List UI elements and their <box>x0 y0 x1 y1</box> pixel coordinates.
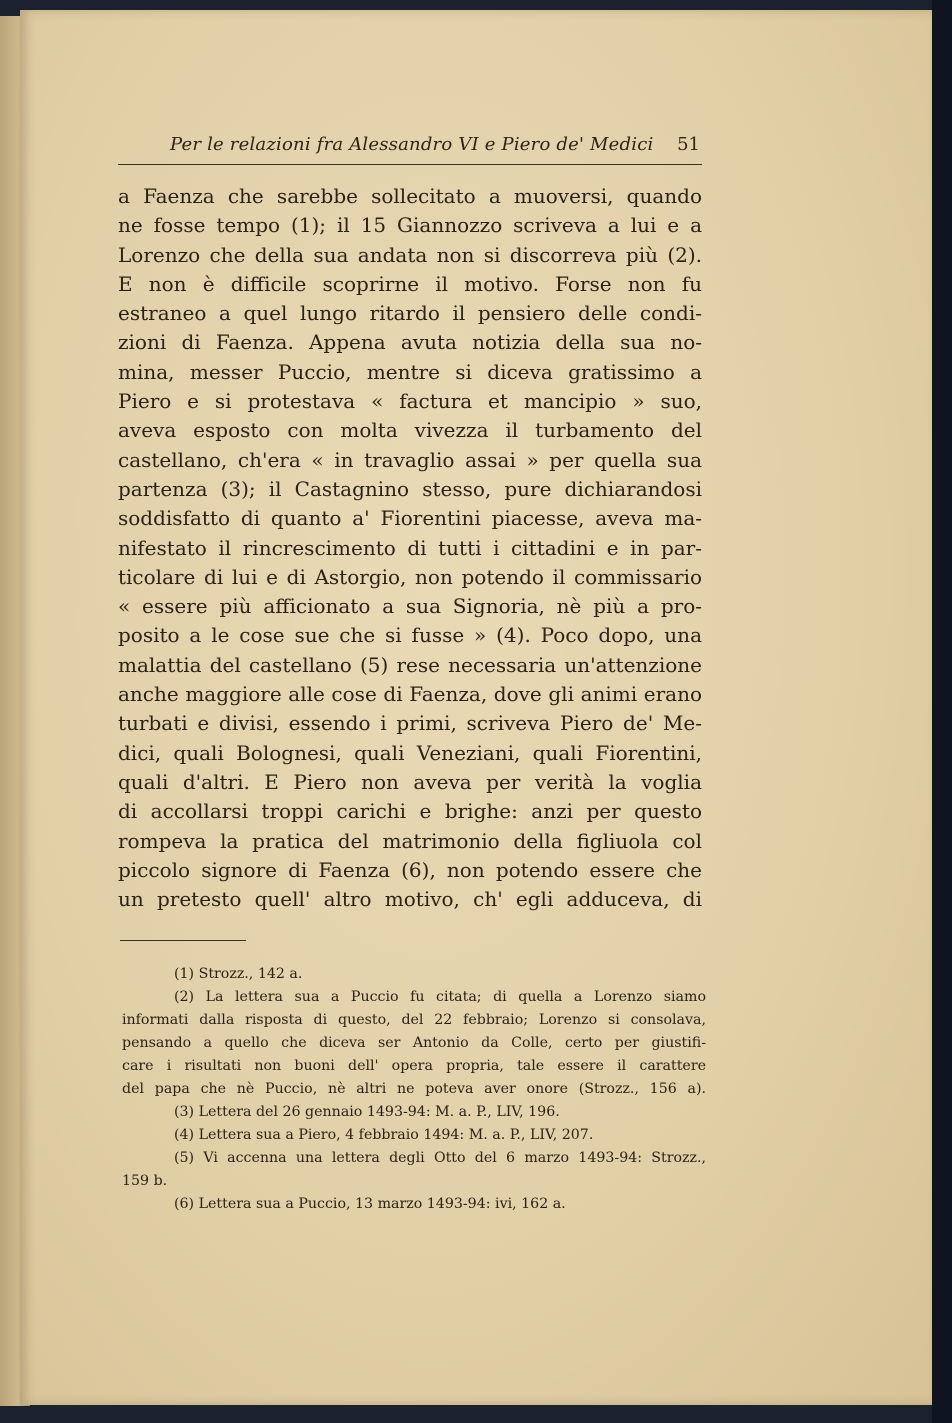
footnote-line: (6) Lettera sua a Puccio, 13 marzo 1493-94: ivi, 162 a. <box>174 1196 566 1212</box>
body-line: piccolo signore di Faenza (6), non potendo essere che <box>118 857 702 882</box>
body-line: anche maggiore alle cose di Faenza, dove gli animi erano <box>118 682 702 707</box>
body-line: E non è difficile scoprirne il motivo. Forse non fu <box>118 271 702 296</box>
footnote-rule <box>120 940 246 941</box>
footnote-line: (3) Lettera del 26 gennaio 1493-94: M. a. P., LIV, 196. <box>174 1104 560 1120</box>
body-line: ne fosse tempo (1); il 15 Giannozzo scriveva a lui e a <box>118 213 702 238</box>
body-line: un pretesto quell' altro motivo, ch' egli adduceva, di <box>118 887 702 912</box>
footnote-line: care i risultati non buoni dell' opera propria, tale essere il carattere <box>122 1058 706 1074</box>
body-line: Piero e si protestava « factura et mancipio » suo, <box>118 389 702 414</box>
footnotes <box>122 963 706 1216</box>
page-header <box>118 132 702 165</box>
body-line: quali d'altri. E Piero non aveva per verità la voglia <box>118 769 702 794</box>
body-line: « essere più afficionato a sua Signoria, nè più a pro- <box>118 594 702 619</box>
page-number: 51 <box>677 134 700 155</box>
body-line: turbati e divisi, essendo i primi, scriveva Piero de' Me- <box>118 711 702 736</box>
body-line: nifestato il rincrescimento di tutti i cittadini e in par- <box>118 535 702 560</box>
body-line: rompeva la pratica del matrimonio della figliuola col <box>118 828 702 853</box>
body-line: estraneo a quel lungo ritardo il pensiero delle condi- <box>118 301 702 326</box>
body-line: di accollarsi troppi carichi e brighe: anzi per questo <box>118 799 702 824</box>
running-head: Per le relazioni fra Alessandro VI e Piero de' Medici <box>170 134 654 155</box>
footnote-line: informati dalla risposta di questo, del 22 febbraio; Lorenzo si consolava, <box>122 1012 706 1028</box>
body-line: mina, messer Puccio, mentre si diceva gratissimo a <box>118 359 702 384</box>
footnote-line: (4) Lettera sua a Piero, 4 febbraio 1494: M. a. P., LIV, 207. <box>174 1127 594 1143</box>
body-line: Lorenzo che della sua andata non si discorreva più (2). <box>118 242 702 267</box>
body-line: castellano, ch'era « in travaglio assai » per quella sua <box>118 447 702 472</box>
body-line: soddisfatto di quanto a' Fiorentini piacesse, aveva ma- <box>118 506 702 531</box>
body-text <box>118 182 702 914</box>
footnote-line: (1) Strozz., 142 a. <box>174 966 303 982</box>
body-line: dici, quali Bolognesi, quali Veneziani, quali Fiorentini, <box>118 740 702 765</box>
body-line: partenza (3); il Castagnino stesso, pure dichiarandosi <box>118 476 702 501</box>
footnote-line: (2) La lettera sua a Puccio fu citata; di quella a Lorenzo siamo <box>174 989 706 1005</box>
body-line: aveva esposto con molta vivezza il turbamento del <box>118 418 702 443</box>
footnote-line: 159 b. <box>122 1173 168 1189</box>
body-line: posito a le cose sue che si fusse » (4). Poco dopo, una <box>118 623 702 648</box>
body-line: malattia del castellano (5) rese necessaria un'attenzione <box>118 652 702 677</box>
footnote-line: del papa che nè Puccio, nè altri ne poteva aver onore (Strozz., 156 a). <box>122 1081 706 1097</box>
footnote-line: (5) Vi accenna una lettera degli Otto del 6 marzo 1493-94: Strozz., <box>174 1150 706 1166</box>
body-line: a Faenza che sarebbe sollecitato a muoversi, quando <box>118 184 702 208</box>
footnote-line: pensando a quello che diceva ser Antonio da Colle, certo per giustifi- <box>122 1035 706 1051</box>
body-line: zioni di Faenza. Appena avuta notizia della sua no- <box>118 330 702 355</box>
body-line: ticolare di lui e di Astorgio, non potendo il commissario <box>118 564 702 589</box>
scan-background-edge <box>932 0 952 1423</box>
